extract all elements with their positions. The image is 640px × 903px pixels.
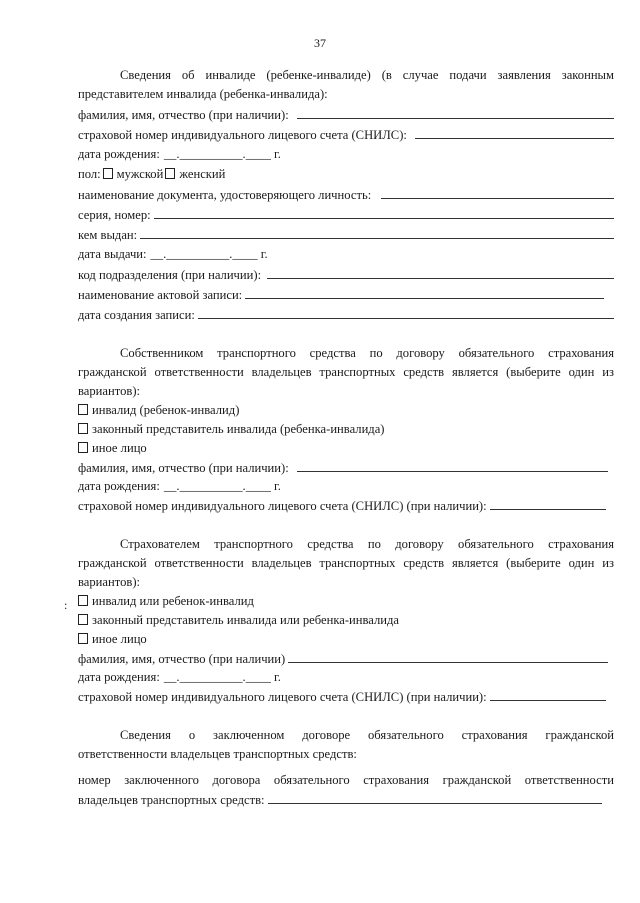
gender-row: пол: мужской женский xyxy=(78,165,614,184)
insurer-option-representative-checkbox[interactable] xyxy=(78,614,88,625)
record-name-field[interactable]: наименование актовой записи: xyxy=(78,285,614,304)
disabled-birth-date-field[interactable]: дата рождения: __.__________.____ г. xyxy=(78,147,281,161)
contract-line2: ответственности владельцев транспортных средств: xyxy=(78,747,357,761)
owner-line2: гражданской ответственности владельцев транспортных средств является (выберите один из xyxy=(78,365,614,379)
disabled-snils-field[interactable]: страховой номер индивидуального лицевого счета (СНИЛС): xyxy=(78,125,614,144)
division-code-field[interactable]: код подразделения (при наличии): xyxy=(78,265,614,284)
owner-full-name-field[interactable]: фамилия, имя, отчество (при наличии): xyxy=(78,458,614,477)
owner-option-representative-checkbox[interactable] xyxy=(78,423,88,434)
page-number: 37 xyxy=(314,36,326,50)
insurer-option-disabled-checkbox[interactable] xyxy=(78,595,88,606)
owner-option-disabled-checkbox[interactable] xyxy=(78,404,88,415)
insurer-line1: Страхователем транспортного средства по договору обязательного страхования xyxy=(120,537,614,551)
insurer-full-name-field[interactable]: фамилия, имя, отчество (при наличии) xyxy=(78,649,614,668)
owner-line3: вариантов): xyxy=(78,384,141,398)
owner-birth-date-field[interactable]: дата рождения: __.__________.____ г. xyxy=(78,479,281,493)
insurer-option-disabled[interactable]: инвалид или ребенок-инвалид xyxy=(78,592,614,611)
female-label: женский xyxy=(179,167,226,181)
insurer-option-other-checkbox[interactable] xyxy=(78,633,88,644)
female-checkbox[interactable] xyxy=(165,168,175,179)
margin-mark: : xyxy=(64,598,68,612)
owner-option-other-checkbox[interactable] xyxy=(78,442,88,453)
series-number-field[interactable]: серия, номер: xyxy=(78,205,614,224)
male-checkbox[interactable] xyxy=(103,168,113,179)
insurer-birth-date-field[interactable]: дата рождения: __.__________.____ г. xyxy=(78,670,281,684)
disabled-intro-line2: представителем инвалида (ребенка-инвалида): xyxy=(78,87,328,101)
owner-option-other[interactable]: иное лицо xyxy=(78,439,614,458)
owner-option-disabled[interactable]: инвалид (ребенок-инвалид) xyxy=(78,401,614,420)
owner-option-representative[interactable]: законный представитель инвалида (ребенка-инвалида) xyxy=(78,420,614,439)
insurer-option-representative[interactable]: законный представитель инвалида или ребенка-инвалида xyxy=(78,611,614,630)
contract-number-line1: номер заключенного договора обязательного страхования гражданской ответственности xyxy=(78,773,614,787)
disabled-intro-line1: Сведения об инвалиде (ребенке-инвалиде) (в случае подачи заявления законным xyxy=(120,68,614,82)
owner-snils-field[interactable]: страховой номер индивидуального лицевого счета (СНИЛС) (при наличии): xyxy=(78,496,614,515)
owner-line1: Собственником транспортного средства по договору обязательного страхования xyxy=(120,346,614,360)
disabled-full-name-field[interactable]: фамилия, имя, отчество (при наличии): xyxy=(78,105,614,124)
doc-name-field[interactable]: наименование документа, удостоверяющего личность: xyxy=(78,185,614,204)
record-date-field[interactable]: дата создания записи: xyxy=(78,305,614,324)
contract-line1: Сведения о заключенном договоре обязательного страхования гражданской xyxy=(120,728,614,742)
male-label: мужской xyxy=(116,167,164,181)
contract-number-field[interactable]: владельцев транспортных средств: xyxy=(78,790,614,809)
issued-by-field[interactable]: кем выдан: xyxy=(78,225,614,244)
insurer-option-other[interactable]: иное лицо xyxy=(78,630,614,649)
insurer-snils-field[interactable]: страховой номер индивидуального лицевого счета (СНИЛС) (при наличии): xyxy=(78,687,614,706)
issue-date-field[interactable]: дата выдачи: __.__________.____ г. xyxy=(78,247,268,261)
insurer-line3: вариантов): xyxy=(78,575,141,589)
insurer-line2: гражданской ответственности владельцев транспортных средств является (выберите один из xyxy=(78,556,614,570)
